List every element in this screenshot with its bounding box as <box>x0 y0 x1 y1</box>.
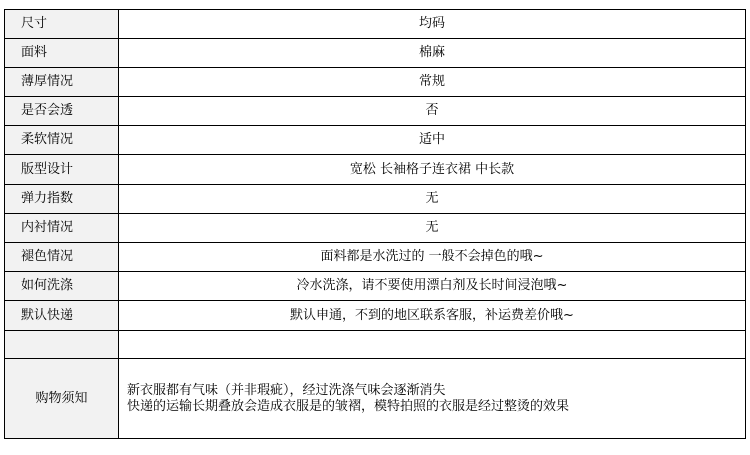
spec-row-empty <box>5 331 746 359</box>
spec-value: 均码 <box>119 10 746 39</box>
spec-row-washing <box>5 272 746 301</box>
spec-label: 弹力指数 <box>5 185 119 214</box>
notes-content <box>119 359 746 439</box>
spec-value: 无 <box>119 214 746 243</box>
spec-label: 尺寸 <box>5 10 119 39</box>
spec-row-shipping <box>5 301 746 331</box>
spec-label: 内衬情况 <box>5 214 119 243</box>
spec-row-elasticity <box>5 185 746 214</box>
spec-row-transparency <box>5 97 746 126</box>
spec-row-softness <box>5 126 746 155</box>
spec-label: 如何洗涤 <box>5 272 119 301</box>
spec-value: 宽松 长袖格子连衣裙 中长款 <box>119 155 746 185</box>
spec-row-style <box>5 155 746 185</box>
spec-label <box>5 331 119 359</box>
spec-value: 适中 <box>119 126 746 155</box>
spec-value: 默认申通，不到的地区联系客服，补运费差价哦~ <box>119 301 746 331</box>
spec-value: 冷水洗涤，请不要使用漂白剂及长时间浸泡哦~ <box>119 272 746 301</box>
spec-row-fabric <box>5 39 746 68</box>
spec-label: 面料 <box>5 39 119 68</box>
spec-row-shopping-notes <box>5 359 746 439</box>
spec-value: 棉麻 <box>119 39 746 68</box>
spec-row-lining <box>5 214 746 243</box>
spec-value: 常规 <box>119 68 746 97</box>
spec-label: 褪色情况 <box>5 243 119 272</box>
spec-value: 面料都是水洗过的 一般不会掉色的哦~ <box>119 243 746 272</box>
spec-row-thickness <box>5 68 746 97</box>
spec-row-size <box>5 10 746 39</box>
spec-row-fading <box>5 243 746 272</box>
spec-label: 默认快递 <box>5 301 119 331</box>
spec-label: 版型设计 <box>5 155 119 185</box>
spec-label: 柔软情况 <box>5 126 119 155</box>
notes-line: 新衣服都有气味（并非瑕疵），经过洗涤气味会逐渐消失 <box>127 382 446 398</box>
spec-value <box>119 331 746 359</box>
spec-label: 是否会透 <box>5 97 119 126</box>
notes-label: 购物须知 <box>5 359 119 439</box>
product-spec-table <box>4 9 746 439</box>
spec-value: 否 <box>119 97 746 126</box>
spec-label: 薄厚情况 <box>5 68 119 97</box>
spec-value: 无 <box>119 185 746 214</box>
notes-line: 快递的运输长期叠放会造成衣服是的皱褶，模特拍照的衣服是经过整烫的效果 <box>127 398 570 414</box>
